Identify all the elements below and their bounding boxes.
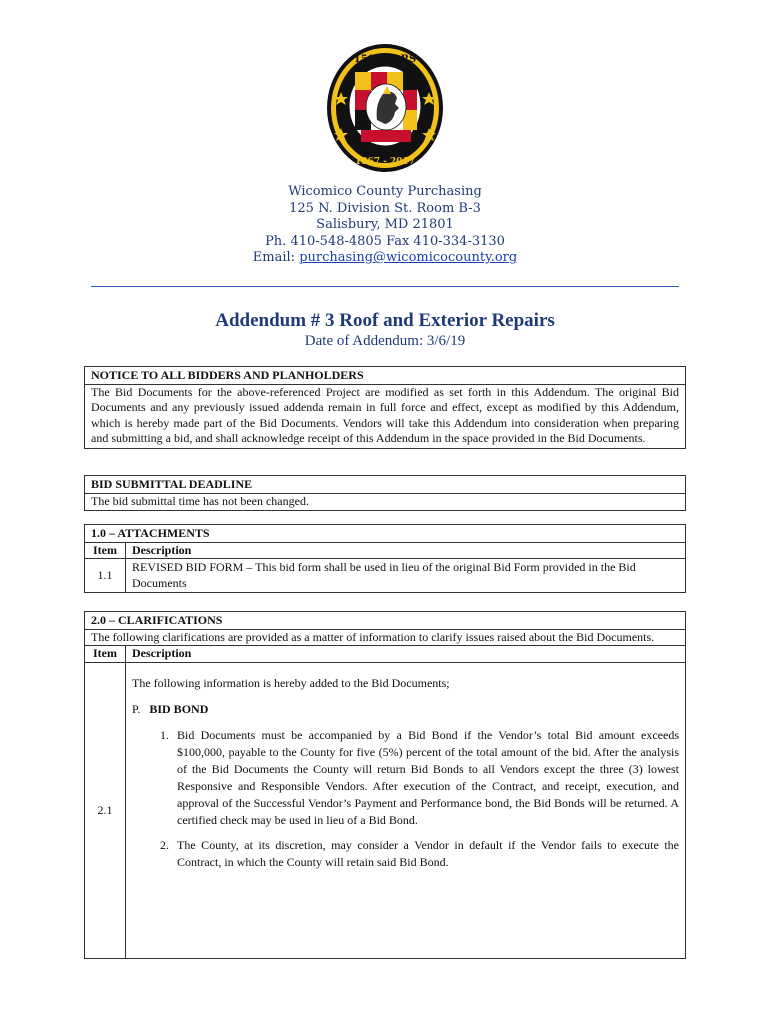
row-item-number: 1.1 xyxy=(85,559,126,592)
attachments-header-row xyxy=(85,542,685,559)
list-item xyxy=(132,727,679,829)
deadline-heading: BID SUBMITTAL DEADLINE xyxy=(85,476,685,494)
row-item-number: 2.1 xyxy=(85,663,126,959)
table-row xyxy=(85,662,685,959)
col-item-header: Item xyxy=(85,646,126,662)
section-title: BID BOND xyxy=(149,701,209,716)
office-phone: Ph. 410-548-4805 Fax 410-334-3130 xyxy=(265,233,505,249)
list-item xyxy=(132,837,679,871)
table-row xyxy=(85,558,685,592)
col-desc-header: Description xyxy=(132,542,192,557)
deadline-section xyxy=(84,475,686,511)
office-email-line xyxy=(0,250,770,267)
office-address: 125 N. Division St. Room B-3 xyxy=(289,200,481,216)
office-address-block xyxy=(0,184,770,267)
list-item-text: The County, at its discretion, may consider a Vendor in default if the Vendor fails to execute the Contract, in which the County will retain said Bid Bond. xyxy=(177,837,679,869)
bid-bond-list xyxy=(132,727,679,871)
clarifications-header-row xyxy=(85,645,685,662)
attachments-heading: 1.0 – ATTACHMENTS xyxy=(91,526,210,540)
attachments-section xyxy=(84,524,686,593)
seal-top-text: 150 YEARS xyxy=(353,54,417,65)
office-name: Wicomico County Purchasing xyxy=(288,184,482,199)
col-item-header: Item xyxy=(85,543,126,559)
email-label: Email: xyxy=(252,250,300,265)
county-seal-logo xyxy=(325,42,445,174)
notice-heading: NOTICE TO ALL BIDDERS AND PLANHOLDERS xyxy=(85,367,685,385)
row-description xyxy=(126,663,685,959)
clarifications-section xyxy=(84,611,686,959)
list-item-number: 2. xyxy=(160,837,169,852)
header-divider xyxy=(91,286,679,287)
col-desc-header: Description xyxy=(132,646,192,660)
page-title: Addendum # 3 Roof and Exterior Repairs xyxy=(215,310,555,331)
section-letter: P. xyxy=(132,701,141,716)
seal-dates-text: 1867 - 2017 xyxy=(354,157,416,167)
list-item-text: Bid Documents must be accompanied by a Bid Bond if the Vendor’s total Bid amount exceeds $100,000, payable to the County for five (5%) percent of the total amount of the bid. After the analysis of the Bid Documents the County will return Bid Bonds to all Vendors except the three (3) lowest Responsive and Responsible Vendors. After execution of the Contract, and receipt, execution, and approval of the Successful Vendor’s Payment and Performance bond, the Bid Bonds will be returned. A certified check may be used in lieu of a Bid Bond. xyxy=(177,727,679,827)
deadline-body: The bid submittal time has not been changed. xyxy=(91,493,309,508)
email-link[interactable]: purchasing@wicomicocounty.org xyxy=(299,250,518,265)
section-heading xyxy=(132,701,679,718)
notice-section xyxy=(84,366,686,449)
row-description: REVISED BID FORM – This bid form shall be used in lieu of the original Bid Form provided in the Bid Documents xyxy=(132,560,636,590)
clarifications-intro: The following clarifications are provided as a matter of information to clarify issues raised about the Bid Documents. xyxy=(91,629,655,644)
notice-body: The Bid Documents for the above-referenced Project are modified as set forth in this Addendum. The original Bid Documents and any previously issued addenda remain in full force and effect, except as modified by this Addendum, which is hereby made part of the Bid Documents. Vendors will take this Addendum into consideration when preparing and submitting a bid, and shall acknowledge receipt of this Addendum in the space provided in the Bid Documents. xyxy=(91,384,679,445)
clarifications-heading: 2.0 – CLARIFICATIONS xyxy=(85,612,685,630)
clarification-lead: The following information is hereby added to the Bid Documents; xyxy=(132,675,450,690)
list-item-number: 1. xyxy=(160,727,169,742)
office-city: Salisbury, MD 21801 xyxy=(316,217,454,232)
addendum-date: Date of Addendum: 3/6/19 xyxy=(304,333,466,349)
